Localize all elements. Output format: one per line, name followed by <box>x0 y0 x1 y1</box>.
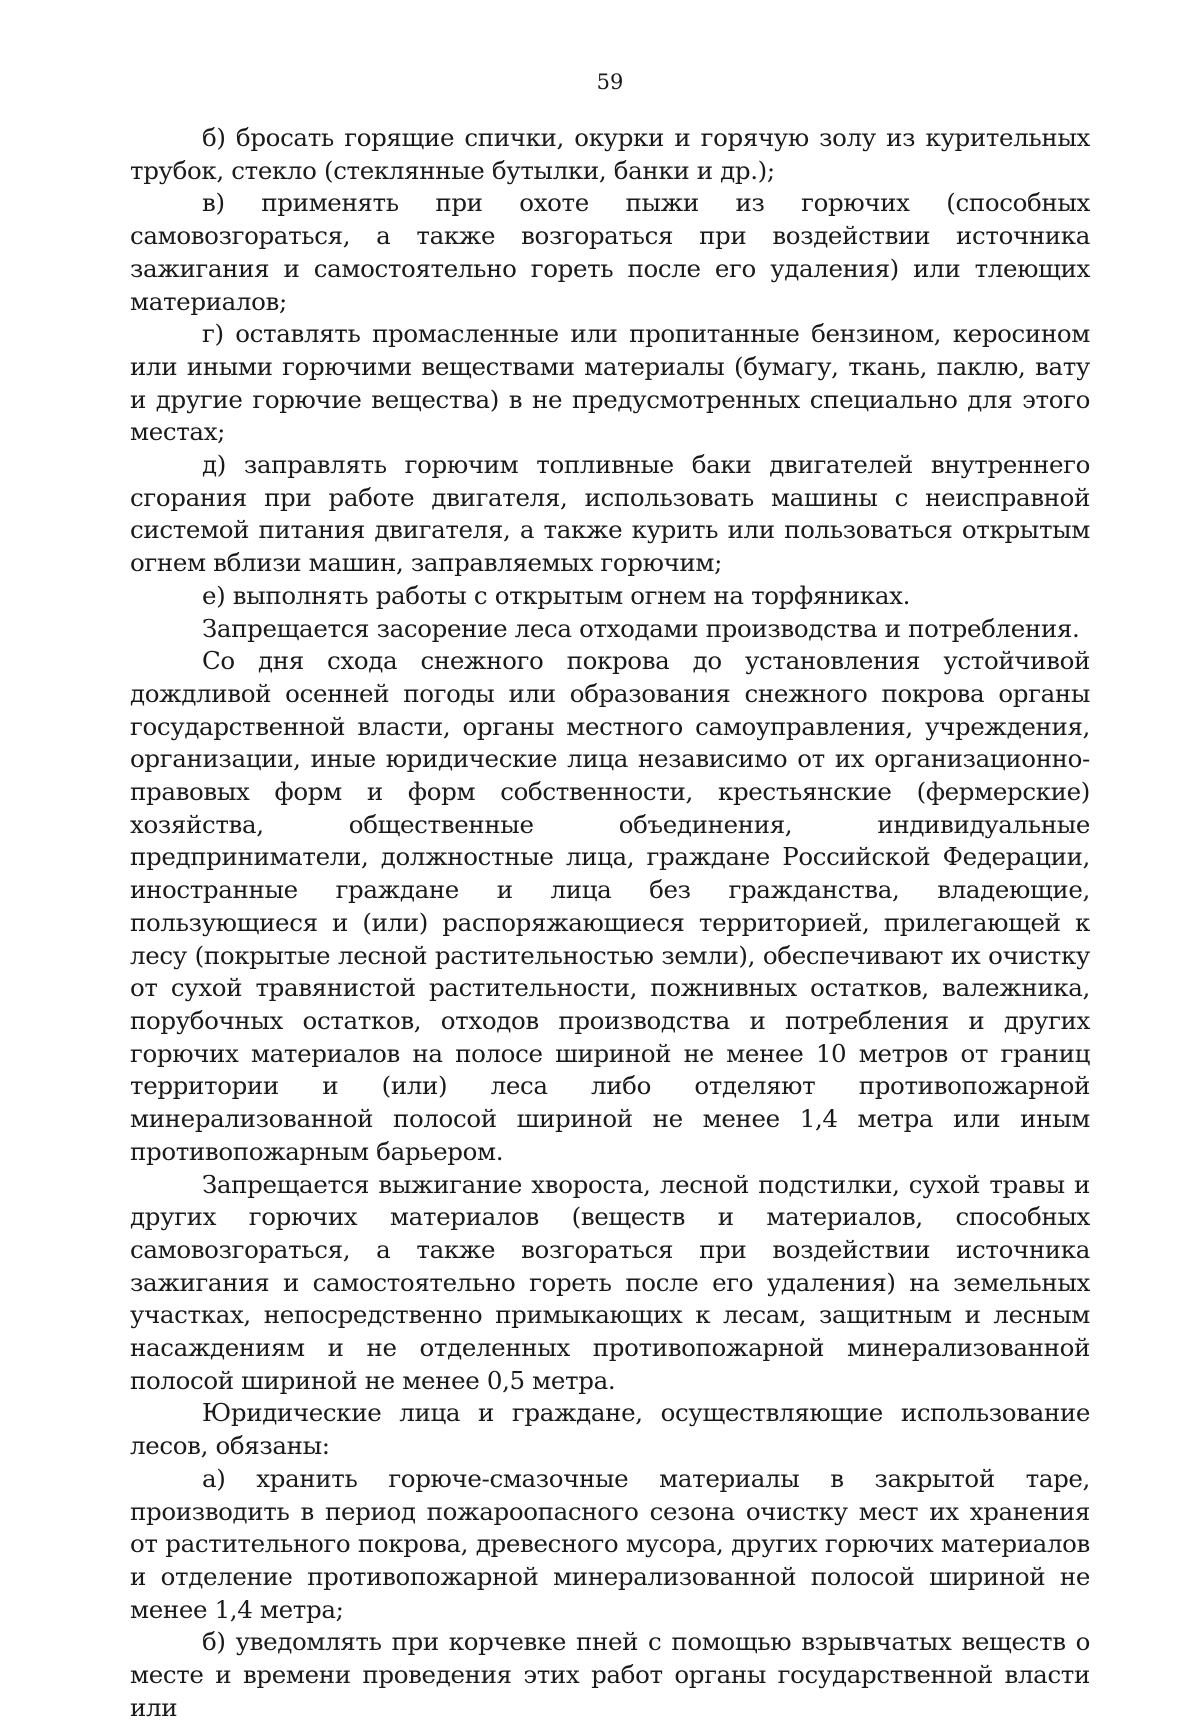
paragraph-item-d-refueling: д) заправлять горючим топливные баки двигателей внутреннего сгорания при работе двигателя, использовать машины с неисправной системой питания двигателя, а также курить или пользоваться открытым огнем вблизи машин, заправляемых горючим; <box>130 450 1090 578</box>
paragraph-clearing-obligation: Со дня схода снежного покрова до установления устойчивой дождливой осенней погоды или образования снежного покрова органы государственной власти, органы местного самоуправления, учреждения, организации, иные юридические лица независимо от их организационно-правовых форм и форм собственности, крестьянские (фермерские) хозяйства, общественные объединения, индивидуальные предприниматели, должностные лица, граждане Российской Федерации, иностранные граждане и лица без гражданства, владеющие, пользующиеся и (или) распоряжающиеся территорией, прилегающей к лесу (покрытые лесной растительностью земли), обеспечивают их очистку от сухой травянистой растительности, пожнивных остатков, валежника, порубочных остатков, отходов производства и потребления и других горючих материалов на полосе шириной не менее 10 метров от границ территории и (или) леса либо отделяют противопожарной минерализованной полосой шириной не менее 1,4 метра или иным противопожарным барьером. <box>130 646 1090 1166</box>
paragraph-item-a-fuel-storage: а) хранить горюче-смазочные материалы в закрытой таре, производить в период пожароопасного сезона очистку мест их хранения от растительного покрова, древесного мусора, других горючих материалов и отделение противопожарной минерализованной полосой шириной не менее 1,4 метра; <box>130 1463 1090 1624</box>
paragraph-littering-ban: Запрещается засорение леса отходами производства и потребления. <box>202 613 1080 643</box>
paragraph-item-e-peat: е) выполнять работы с открытым огнем на торфяниках. <box>202 580 911 610</box>
paragraph-item-b-stump-blasting: б) уведомлять при корчевке пней с помощью взрывчатых веществ о месте и времени проведения этих работ органы государственной власти или <box>130 1627 1090 1722</box>
paragraph-users-obligations: Юридические лица и граждане, осуществляющие использование лесов, обязаны: <box>130 1398 1090 1461</box>
document-page <box>130 70 1090 1724</box>
paragraph-item-g-oily-materials: г) оставлять промасленные или пропитанные бензином, керосином или иными горючими веществами материалы (бумагу, ткань, паклю, вату и другие горючие вещества) в не предусмотренных специально для этого местах; <box>130 319 1090 447</box>
paragraph-burning-ban: Запрещается выжигание хвороста, лесной подстилки, сухой травы и других горючих материалов (веществ и материалов, способных самовозгораться, а также возгораться при воздействии источника зажигания и самостоятельно гореть после его удаления) на земельных участках, непосредственно примыкающих к лесам, защитным и лесным насаждениям и не отделенных противопожарной минерализованной полосой шириной не менее 0,5 метра. <box>130 1169 1090 1395</box>
paragraph-item-v-wads: в) применять при охоте пыжи из горючих (способных самовозгораться, а также возгораться при воздействии источника зажигания и самостоятельно гореть после его удаления) или тлеющих материалов; <box>130 188 1090 316</box>
paragraph-item-b-matches: б) бросать горящие спички, окурки и горячую золу из курительных трубок, стекло (стеклянные бутылки, банки и др.); <box>130 123 1090 185</box>
page-number: 59 <box>596 70 624 94</box>
